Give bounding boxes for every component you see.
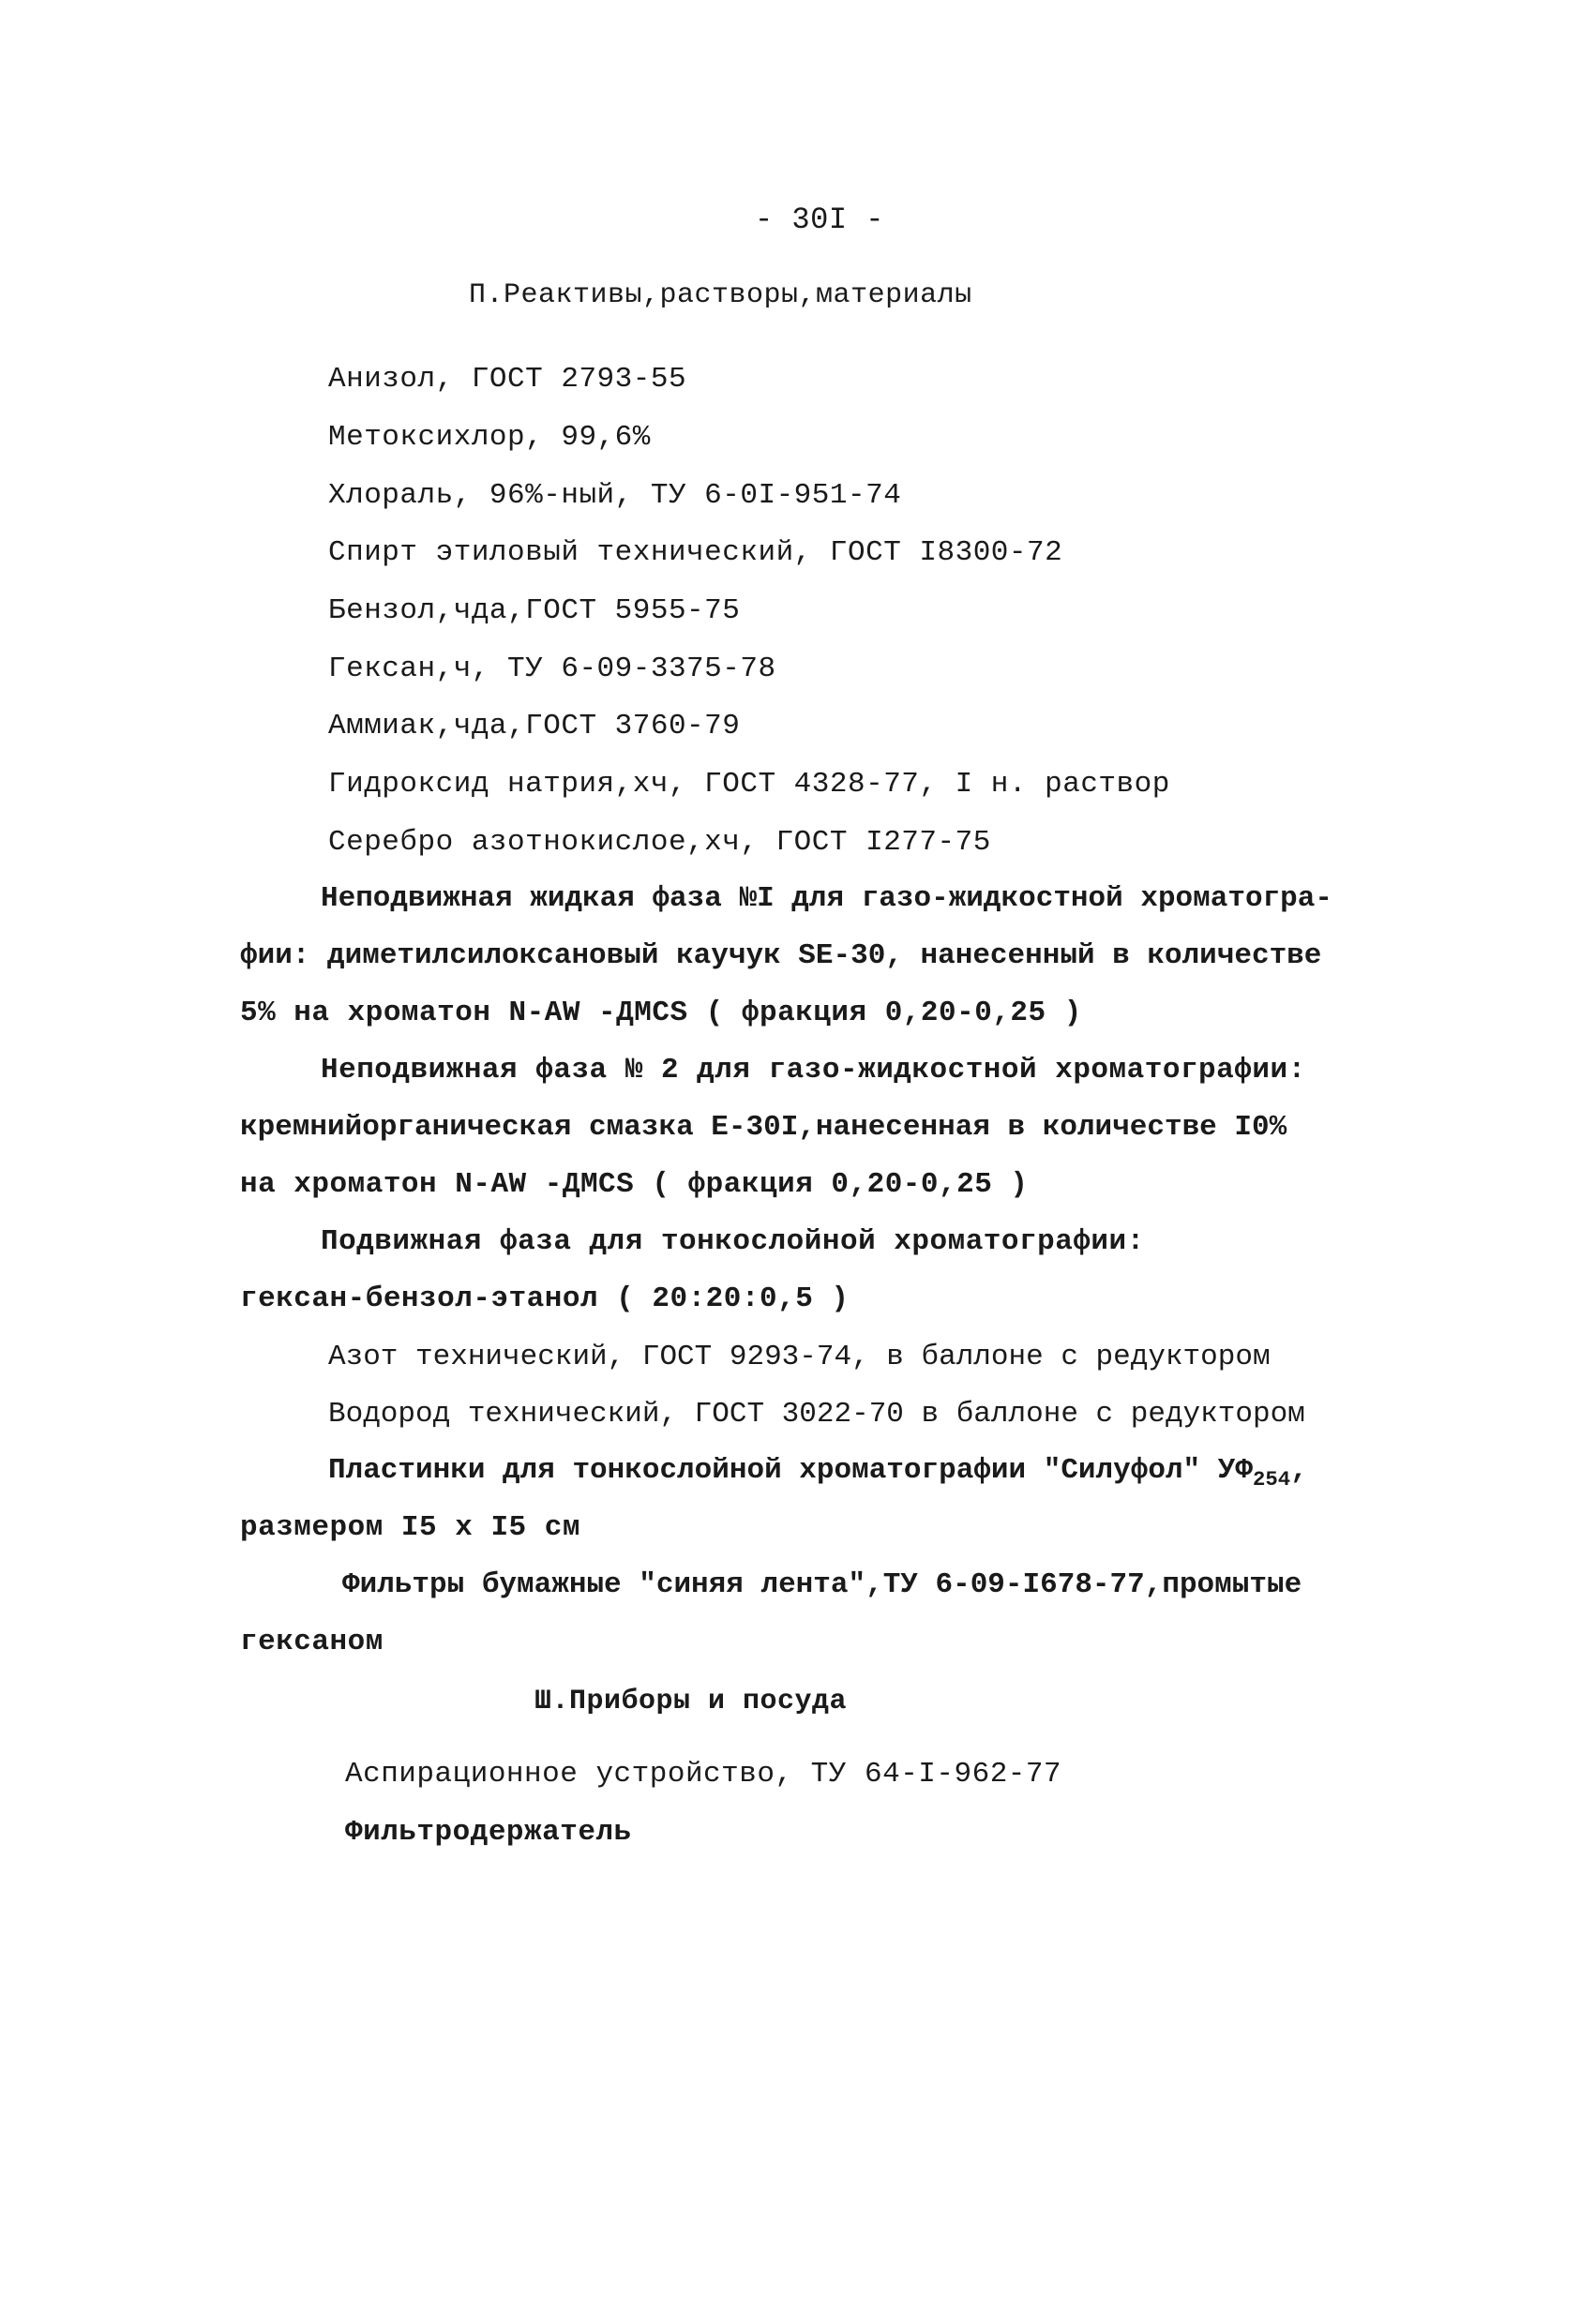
paragraph-line: Неподвижная жидкая фаза №I для газо-жидкостной хроматогра- bbox=[321, 882, 1332, 915]
paragraph-line: кремнийорганическая смазка E-30I,нанесенная в количестве I0% bbox=[240, 1111, 1287, 1144]
paragraph-line: на хроматон N-AW -ДМСS ( фракция 0,20-0,25 ) bbox=[240, 1168, 1029, 1201]
paragraph-line: фии: диметилсилоксановый каучук SE-30, нанесенный в количестве bbox=[240, 939, 1322, 972]
paragraph-line: 5% на хроматон N-AW -ДМСS ( фракция 0,20-0,25 ) bbox=[240, 997, 1082, 1029]
paragraph-line: Водород технический, ГОСТ 3022-70 в баллоне с редуктором bbox=[328, 1398, 1305, 1431]
paragraph-line bbox=[328, 1452, 1308, 1490]
list-item: Метоксихлор, 99,6% bbox=[328, 421, 651, 454]
list-item: Фильтродержатель bbox=[345, 1816, 632, 1849]
section-heading-reagents: П.Реактивы,растворы,материалы bbox=[469, 279, 972, 311]
section-heading-instruments: Ш.Приборы и посуда bbox=[534, 1686, 848, 1717]
list-item: Гексан,ч, ТУ 6-09-3375-78 bbox=[328, 652, 776, 685]
list-item: Аммиак,чда,ГОСТ 3760-79 bbox=[328, 710, 741, 742]
list-item: Спирт этиловый технический, ГОСТ I8300-72 bbox=[328, 536, 1063, 569]
paragraph-line: Фильтры бумажные "синяя лента",ТУ 6-09-I678-77,промытые bbox=[342, 1568, 1302, 1601]
paragraph-line: гексан-бензол-этанол ( 20:20:0,5 ) bbox=[240, 1282, 850, 1315]
list-item: Серебро азотнокислое,хч, ГОСТ I277-75 bbox=[328, 826, 991, 859]
list-item: Бензол,чда,ГОСТ 5955-75 bbox=[328, 594, 741, 627]
paragraph-line: Азот технический, ГОСТ 9293-74, в баллоне с редуктором bbox=[328, 1341, 1271, 1373]
page-number: - 30I - bbox=[755, 202, 884, 237]
paragraph-line: размером I5 x I5 см bbox=[240, 1511, 580, 1544]
list-item: Гидроксид натрия,хч, ГОСТ 4328-77, I н. раствор bbox=[328, 768, 1170, 801]
paragraph-line: Подвижная фаза для тонкослойной хроматографии: bbox=[321, 1225, 1145, 1258]
plates-tail: , bbox=[1290, 1454, 1308, 1487]
list-item: Аспирационное устройство, ТУ 64-I-962-77 bbox=[345, 1758, 1062, 1791]
list-item: Хлораль, 96%-ный, ТУ 6-0I-951-74 bbox=[328, 479, 902, 512]
paragraph-line: гексаном bbox=[240, 1626, 384, 1658]
list-item: Анизол, ГОСТ 2793-55 bbox=[328, 363, 687, 396]
paragraph-line: Неподвижная фаза № 2 для газо-жидкостной хроматографии: bbox=[321, 1054, 1306, 1087]
wavelength-subscript: 254 bbox=[1252, 1466, 1291, 1492]
plates-text: Пластинки для тонкослойной хроматографии "Силуфол" УФ bbox=[328, 1454, 1253, 1487]
